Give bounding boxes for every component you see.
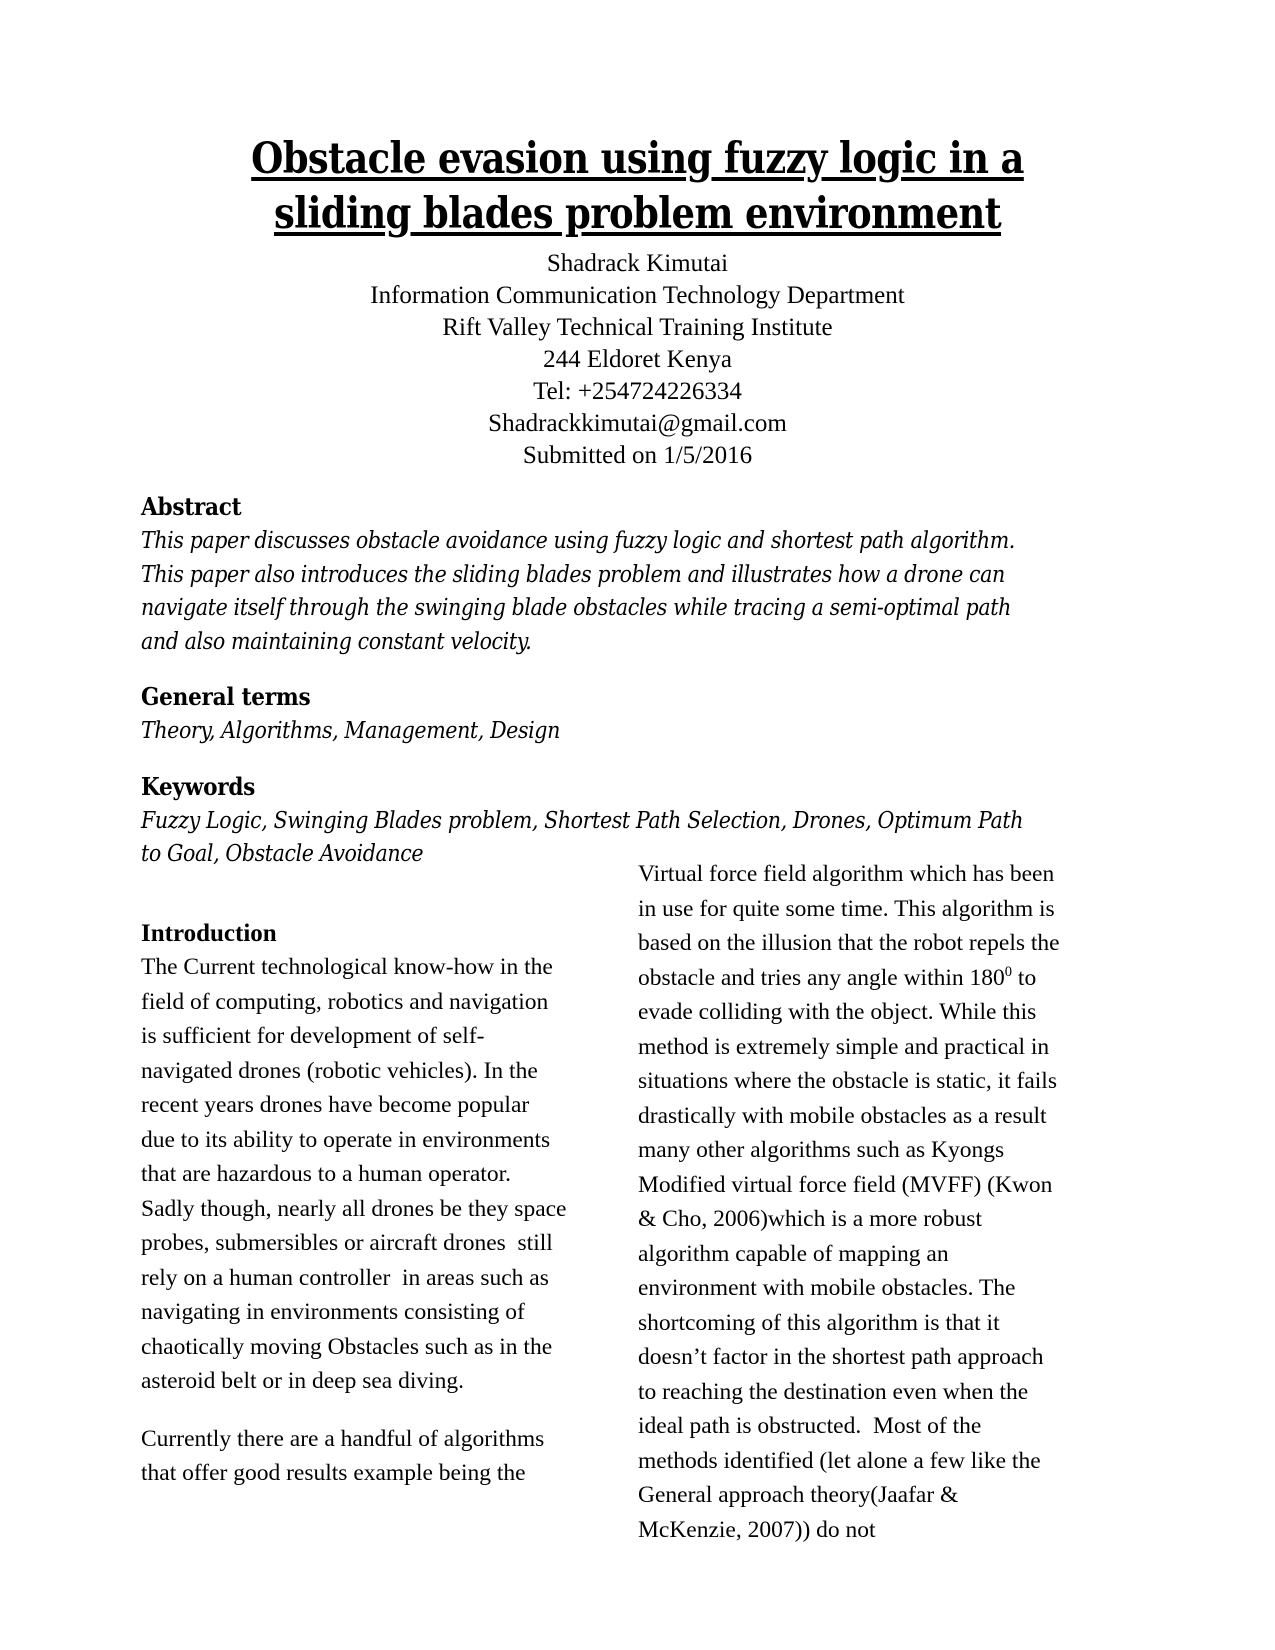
general-terms-heading: General terms xyxy=(141,682,311,711)
page-title: Obstacle evasion using fuzzy logic in a sliding blades problem environment xyxy=(251,134,1024,240)
keywords-body: Fuzzy Logic, Swinging Blades problem, Shortest Path Selection, Drones, Optimum Path to Goal, Obstacle Avoidance xyxy=(141,805,1024,867)
paragraph-3-text-before-superscript: Virtual force field algorithm which has been in use for quite some time. This algorithm is based on the illusion that the robot repels the obstacle and tries any angle within 180 xyxy=(638,861,1066,991)
section-spacer xyxy=(141,658,1047,682)
abstract-body: This paper discusses obstacle avoidance using fuzzy logic and shortest path algorithm. This paper also introduces the sliding blades problem and illustrates how a drone can navigate itself through the swinging blade obstacles while tracing a semi-optimal path and also maintaining constant velocity. xyxy=(141,526,1015,655)
author-department: Information Communication Technology Department xyxy=(370,282,905,309)
introduction-paragraph-2: Currently there are a handful of algorithms that offer good results example being the xyxy=(141,1425,551,1486)
author-institute: Rift Valley Technical Training Institute xyxy=(442,314,833,341)
submission-date: Submitted on 1/5/2016 xyxy=(522,442,753,469)
introduction-paragraph-1: The Current technological know-how in the field of computing, robotics and navigation is sufficient for development of self-navigated drones (robotic vehicles). In the recent years drones have become popular due to its ability to operate in environments that are hazardous to a human operator. Sadly though, nearly all drones be they space probes, submersibles or aircraft drones still rely on a human controller in areas such as navigating in environments consisting of chaotically moving Obstacles such as in the asteroid belt or in deep sea diving. xyxy=(141,954,573,1394)
paragraph-3-text-after-superscript: to evade colliding with the object. While this method is extremely simple and practical in situations where the obstacle is static, it fails drastically with mobile obstacles as a result many other algorithms such as Kyongs Modified virtual force field (MVFF) (Kwon & Cho, 2006)which is a more robust algorithm capable of mapping an environment with mobile obstacles. The shortcoming of this algorithm is that it doesn’t factor in the shortest path approach to reaching the destination even when the ideal path is obstructed. Most of the methods identified (let alone a few like the General approach theory(Jaafar & McKenzie, 2007)) do not xyxy=(638,964,1063,1543)
introduction-paragraph-3 xyxy=(638,857,1066,1547)
author-address: 244 Eldoret Kenya xyxy=(543,346,732,373)
introduction-heading: Introduction xyxy=(141,920,277,947)
author-email: Shadrackkimutai@gmail.com xyxy=(488,410,787,437)
author-affiliation-block xyxy=(133,248,1142,472)
abstract-heading: Abstract xyxy=(141,492,242,521)
author-name: Shadrack Kimutai xyxy=(546,250,729,277)
front-matter xyxy=(141,492,1047,871)
column-top-spacer xyxy=(141,857,569,919)
general-terms-body: Theory, Algorithms, Management, Design xyxy=(141,716,560,744)
section-spacer xyxy=(141,748,1047,772)
author-telephone: Tel: +254724226334 xyxy=(533,378,742,405)
column-left xyxy=(141,857,573,1491)
column-right xyxy=(638,857,1066,1547)
keywords-heading: Keywords xyxy=(141,771,256,801)
degree-superscript: 0 xyxy=(1004,963,1013,980)
title-block xyxy=(133,132,1142,242)
body-columns xyxy=(141,857,1066,1543)
